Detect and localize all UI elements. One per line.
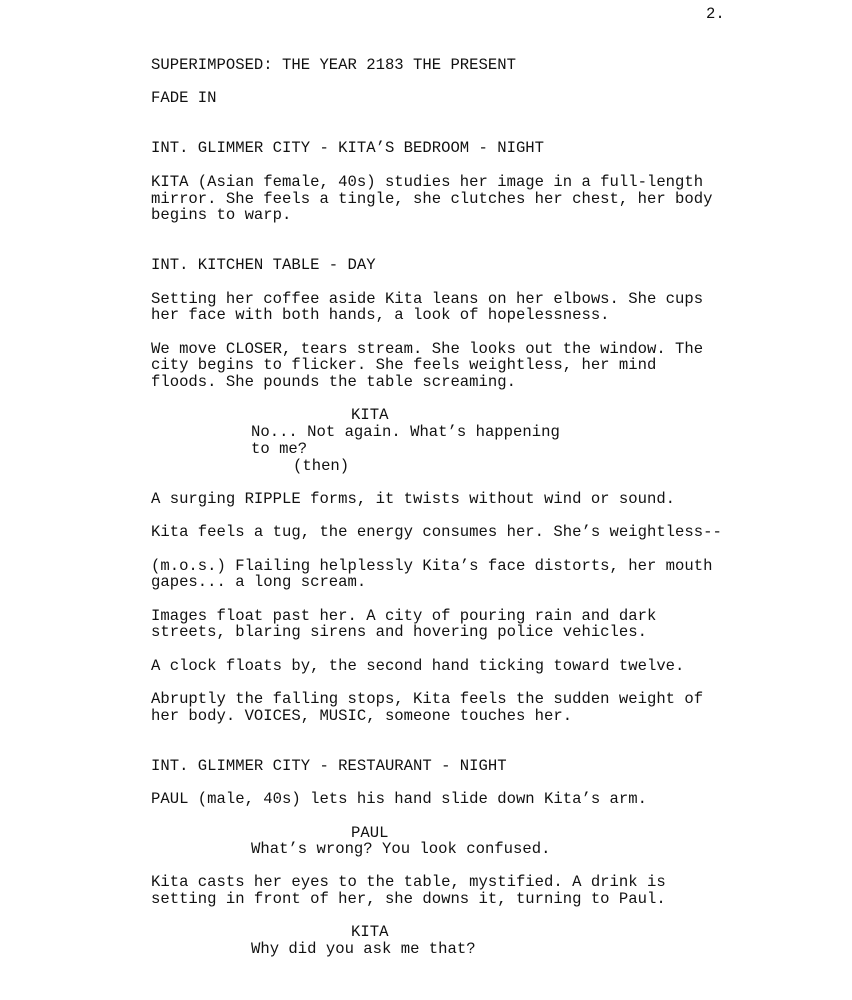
action-line: streets, blaring sirens and hovering police vehicles. [151,623,647,641]
action-line: PAUL (male, 40s) lets his hand slide down Kita’s arm. [151,790,647,808]
character-cue: KITA [351,923,389,941]
action-line: A surging RIPPLE forms, it twists without wind or sound. [151,490,676,508]
action-line: Kita casts her eyes to the table, mystified. A drink is [151,873,666,891]
dialogue-line: What’s wrong? You look confused. [251,840,551,858]
scene-heading: INT. KITCHEN TABLE - DAY [151,256,376,274]
dialogue-line: No... Not again. What’s happening [251,423,560,441]
action-line: Kita feels a tug, the energy consumes her. She’s weightless-- [151,523,722,541]
action-line: her face with both hands, a look of hopelessness. [151,306,610,324]
action-line: floods. She pounds the table screaming. [151,373,516,391]
action-line: A clock floats by, the second hand ticking toward twelve. [151,657,685,675]
character-cue: KITA [351,406,389,424]
action-line: We move CLOSER, tears stream. She looks out the window. The [151,340,704,358]
action-line: begins to warp. [151,206,292,224]
action-line: mirror. She feels a tingle, she clutches her chest, her body [151,190,713,208]
action-line: Images float past her. A city of pouring rain and dark [151,607,657,625]
action-line: setting in front of her, she downs it, turning to Paul. [151,890,666,908]
action-line: Setting her coffee aside Kita leans on her elbows. She cups [151,290,704,308]
action-line: city begins to flicker. She feels weightless, her mind [151,356,657,374]
dialogue-line: to me? [251,440,308,458]
parenthetical: (then) [293,457,350,475]
action-line: (m.o.s.) Flailing helplessly Kita’s face distorts, her mouth [151,557,713,575]
scene-heading: INT. GLIMMER CITY - KITA’S BEDROOM - NIGHT [151,139,545,157]
page-number: 2. [706,5,725,23]
transition-line: FADE IN [151,89,217,107]
action-line: KITA (Asian female, 40s) studies her image in a full-length [151,173,704,191]
character-cue: PAUL [351,824,389,842]
action-line: Abruptly the falling stops, Kita feels the sudden weight of [151,690,704,708]
dialogue-line: Why did you ask me that? [251,940,476,958]
superimposed-line: SUPERIMPOSED: THE YEAR 2183 THE PRESENT [151,56,516,74]
action-line: her body. VOICES, MUSIC, someone touches her. [151,707,573,725]
action-line: gapes... a long scream. [151,573,367,591]
scene-heading: INT. GLIMMER CITY - RESTAURANT - NIGHT [151,757,507,775]
